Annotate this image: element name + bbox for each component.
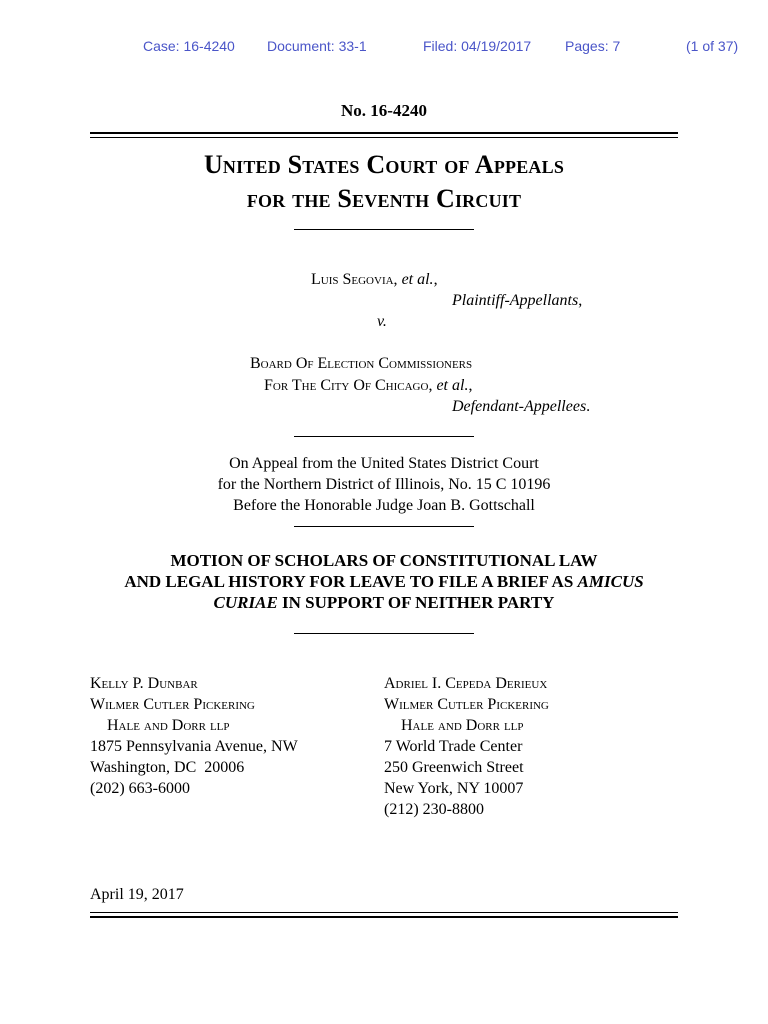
pages-stamp: Pages: 7: [565, 38, 621, 54]
plaintiff-name: Luis Segovia, et al.,: [311, 271, 438, 288]
counsel-street: 250 Greenwich Street: [384, 759, 524, 776]
motion-title-line3: CURIAE IN SUPPORT OF NEITHER PARTY: [213, 593, 555, 612]
divider-rule: [294, 229, 474, 230]
motion-title-line2: AND LEGAL HISTORY FOR LEAVE TO FILE A BRIEF AS AMICUS: [124, 572, 644, 591]
versus: v.: [377, 313, 387, 330]
top-rule-thin: [90, 137, 678, 138]
divider-rule: [294, 633, 474, 634]
counsel-firm: Wilmer Cutler Pickering: [384, 696, 549, 713]
page-count-stamp: (1 of 37): [686, 38, 739, 54]
plaintiff-role: Plaintiff-Appellants,: [452, 292, 583, 309]
case-number-stamp: Case: 16-4240: [143, 38, 235, 54]
counsel-firm: Wilmer Cutler Pickering: [90, 696, 255, 713]
court-name-line1: United States Court of Appeals: [203, 150, 565, 179]
counsel-firm: Hale and Dorr llp: [401, 717, 524, 734]
divider-rule: [294, 526, 474, 527]
counsel-firm: Hale and Dorr llp: [107, 717, 230, 734]
bottom-rule-thick: [90, 916, 678, 918]
counsel-street: 1875 Pennsylvania Avenue, NW: [90, 738, 298, 755]
motion-title-line1: MOTION OF SCHOLARS OF CONSTITUTIONAL LAW: [170, 551, 598, 570]
divider-rule: [294, 436, 474, 437]
defendant-name-line1: Board Of Election Commissioners: [250, 355, 473, 372]
ecf-header: [0, 38, 768, 58]
counsel-city: Washington, DC 20006: [90, 759, 245, 776]
counsel-name: Kelly P. Dunbar: [90, 675, 198, 692]
counsel-phone: (202) 663-6000: [90, 780, 190, 797]
filing-date: April 19, 2017: [90, 886, 184, 903]
appeal-line1: On Appeal from the United States District Court: [229, 455, 539, 472]
appeal-line3: Before the Honorable Judge Joan B. Gottschall: [233, 497, 535, 514]
counsel-city: New York, NY 10007: [384, 780, 524, 797]
document-number-stamp: Document: 33-1: [267, 38, 367, 54]
defendant-role: Defendant-Appellees.: [452, 398, 591, 415]
appeal-line2: for the Northern District of Illinois, No. 15 C 10196: [217, 476, 551, 493]
filed-date-stamp: Filed: 04/19/2017: [423, 38, 532, 54]
counsel-right-block: [384, 673, 549, 820]
defendant-name-line2: For The City Of Chicago, et al.,: [264, 377, 473, 394]
top-rule-thick: [90, 132, 678, 134]
counsel-street: 7 World Trade Center: [384, 738, 523, 755]
court-name-line2: for the Seventh Circuit: [246, 184, 522, 213]
counsel-left-block: [90, 673, 298, 799]
bottom-rule-thin: [90, 912, 678, 913]
counsel-phone: (212) 230-8800: [384, 801, 484, 818]
counsel-name: Adriel I. Cepeda Derieux: [384, 675, 548, 692]
docket-number: No. 16-4240: [341, 101, 427, 120]
